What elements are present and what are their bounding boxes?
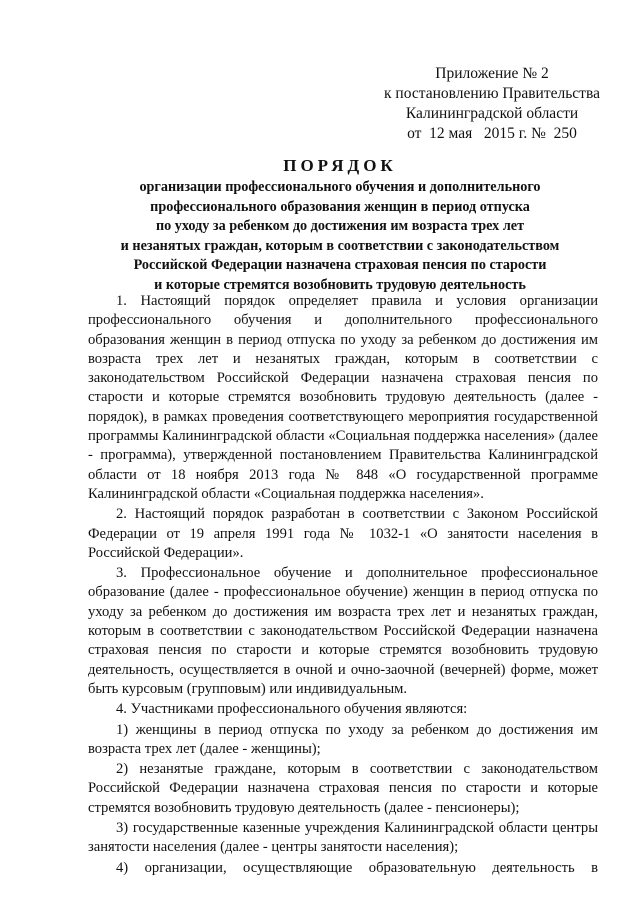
- document-subtitle: [60, 178, 620, 296]
- subtitle-line: и которые стремятся возобновить трудовую деятельность: [154, 276, 526, 293]
- document-body: [88, 292, 598, 878]
- list-item-2: 2) незанятые граждане, которым в соответствии с законодательством Российской Федерации назначена страховая пенсия по старости и которые стремятся возобновить трудовую деятельность (далее - пенсионеры);: [88, 761, 598, 816]
- document-title: ПОРЯДОК: [283, 156, 397, 175]
- appendix-decree-ref: к постановлению Правительства: [384, 85, 600, 102]
- paragraph-4: 4. Участниками профессионального обучения являются:: [116, 701, 468, 718]
- list-item-4: 4) организации, осуществляющие образовательную деятельность в: [116, 859, 598, 876]
- subtitle-line: по уходу за ребенком до достижения им возраста трех лет: [155, 218, 525, 235]
- appendix-header: [372, 64, 612, 144]
- subtitle-line: профессионального образования женщин в период отпуска: [150, 198, 530, 215]
- appendix-date-number: от 12 мая 2015 г. № 250: [407, 125, 577, 142]
- paragraph-1: 1. Настоящий порядок определяет правила и условия организации профессионального обучения и дополнительного профессионального образования женщин в период отпуска по уходу за ребенком до достижения им возраста трех лет и незанятых граждан, которым в соответствии с законодательством Российской Федерации назначена страховая пенсия по старости и которые стремятся возобновить трудовую деятельность (далее - порядок), в рамках проведения соответствующего мероприятия государственной программы Калининградской области «Социальная поддержка населения» (далее - программа), утвержденной постановлением Правительства Калининградской области от 18 ноября 2013 года № 848 «О государственной программе Калининградской области «Социальная поддержка населения».: [88, 293, 598, 502]
- subtitle-line: Российской Федерации назначена страховая пенсия по старости: [133, 257, 547, 274]
- subtitle-line: и незанятых граждан, которым в соответствии с законодательством: [120, 237, 560, 254]
- list-item-1: 1) женщины в период отпуска по уходу за ребенком до достижения им возраста трех лет (далее - женщины);: [88, 721, 598, 757]
- list-item-3: 3) государственные казенные учреждения Калининградской области центры занятости населения (далее - центры занятости населения);: [88, 820, 598, 856]
- appendix-number: Приложение № 2: [435, 65, 549, 82]
- paragraph-3: 3. Профессиональное обучение и дополнительное профессиональное образование (далее - профессиональное обучение) женщин в период отпуска по уходу за ребенком до достижения им возраста трех лет и незанятых граждан, которым в соответствии с законодательством Российской Федерации назначена страховая пенсия по старости и которые стремятся возобновить трудовую деятельность, осуществляется в очной и очно-заочной (вечерней) форме, может быть курсовым (групповым) или индивидуальным.: [88, 565, 598, 697]
- subtitle-line: организации профессионального обучения и дополнительного: [139, 179, 541, 195]
- paragraph-2: 2. Настоящий порядок разработан в соответствии с Законом Российской Федерации от 19 апреля 1991 года № 1032-1 «О занятости населения в Российской Федерации».: [88, 506, 598, 561]
- appendix-region: Калининградской области: [405, 105, 579, 122]
